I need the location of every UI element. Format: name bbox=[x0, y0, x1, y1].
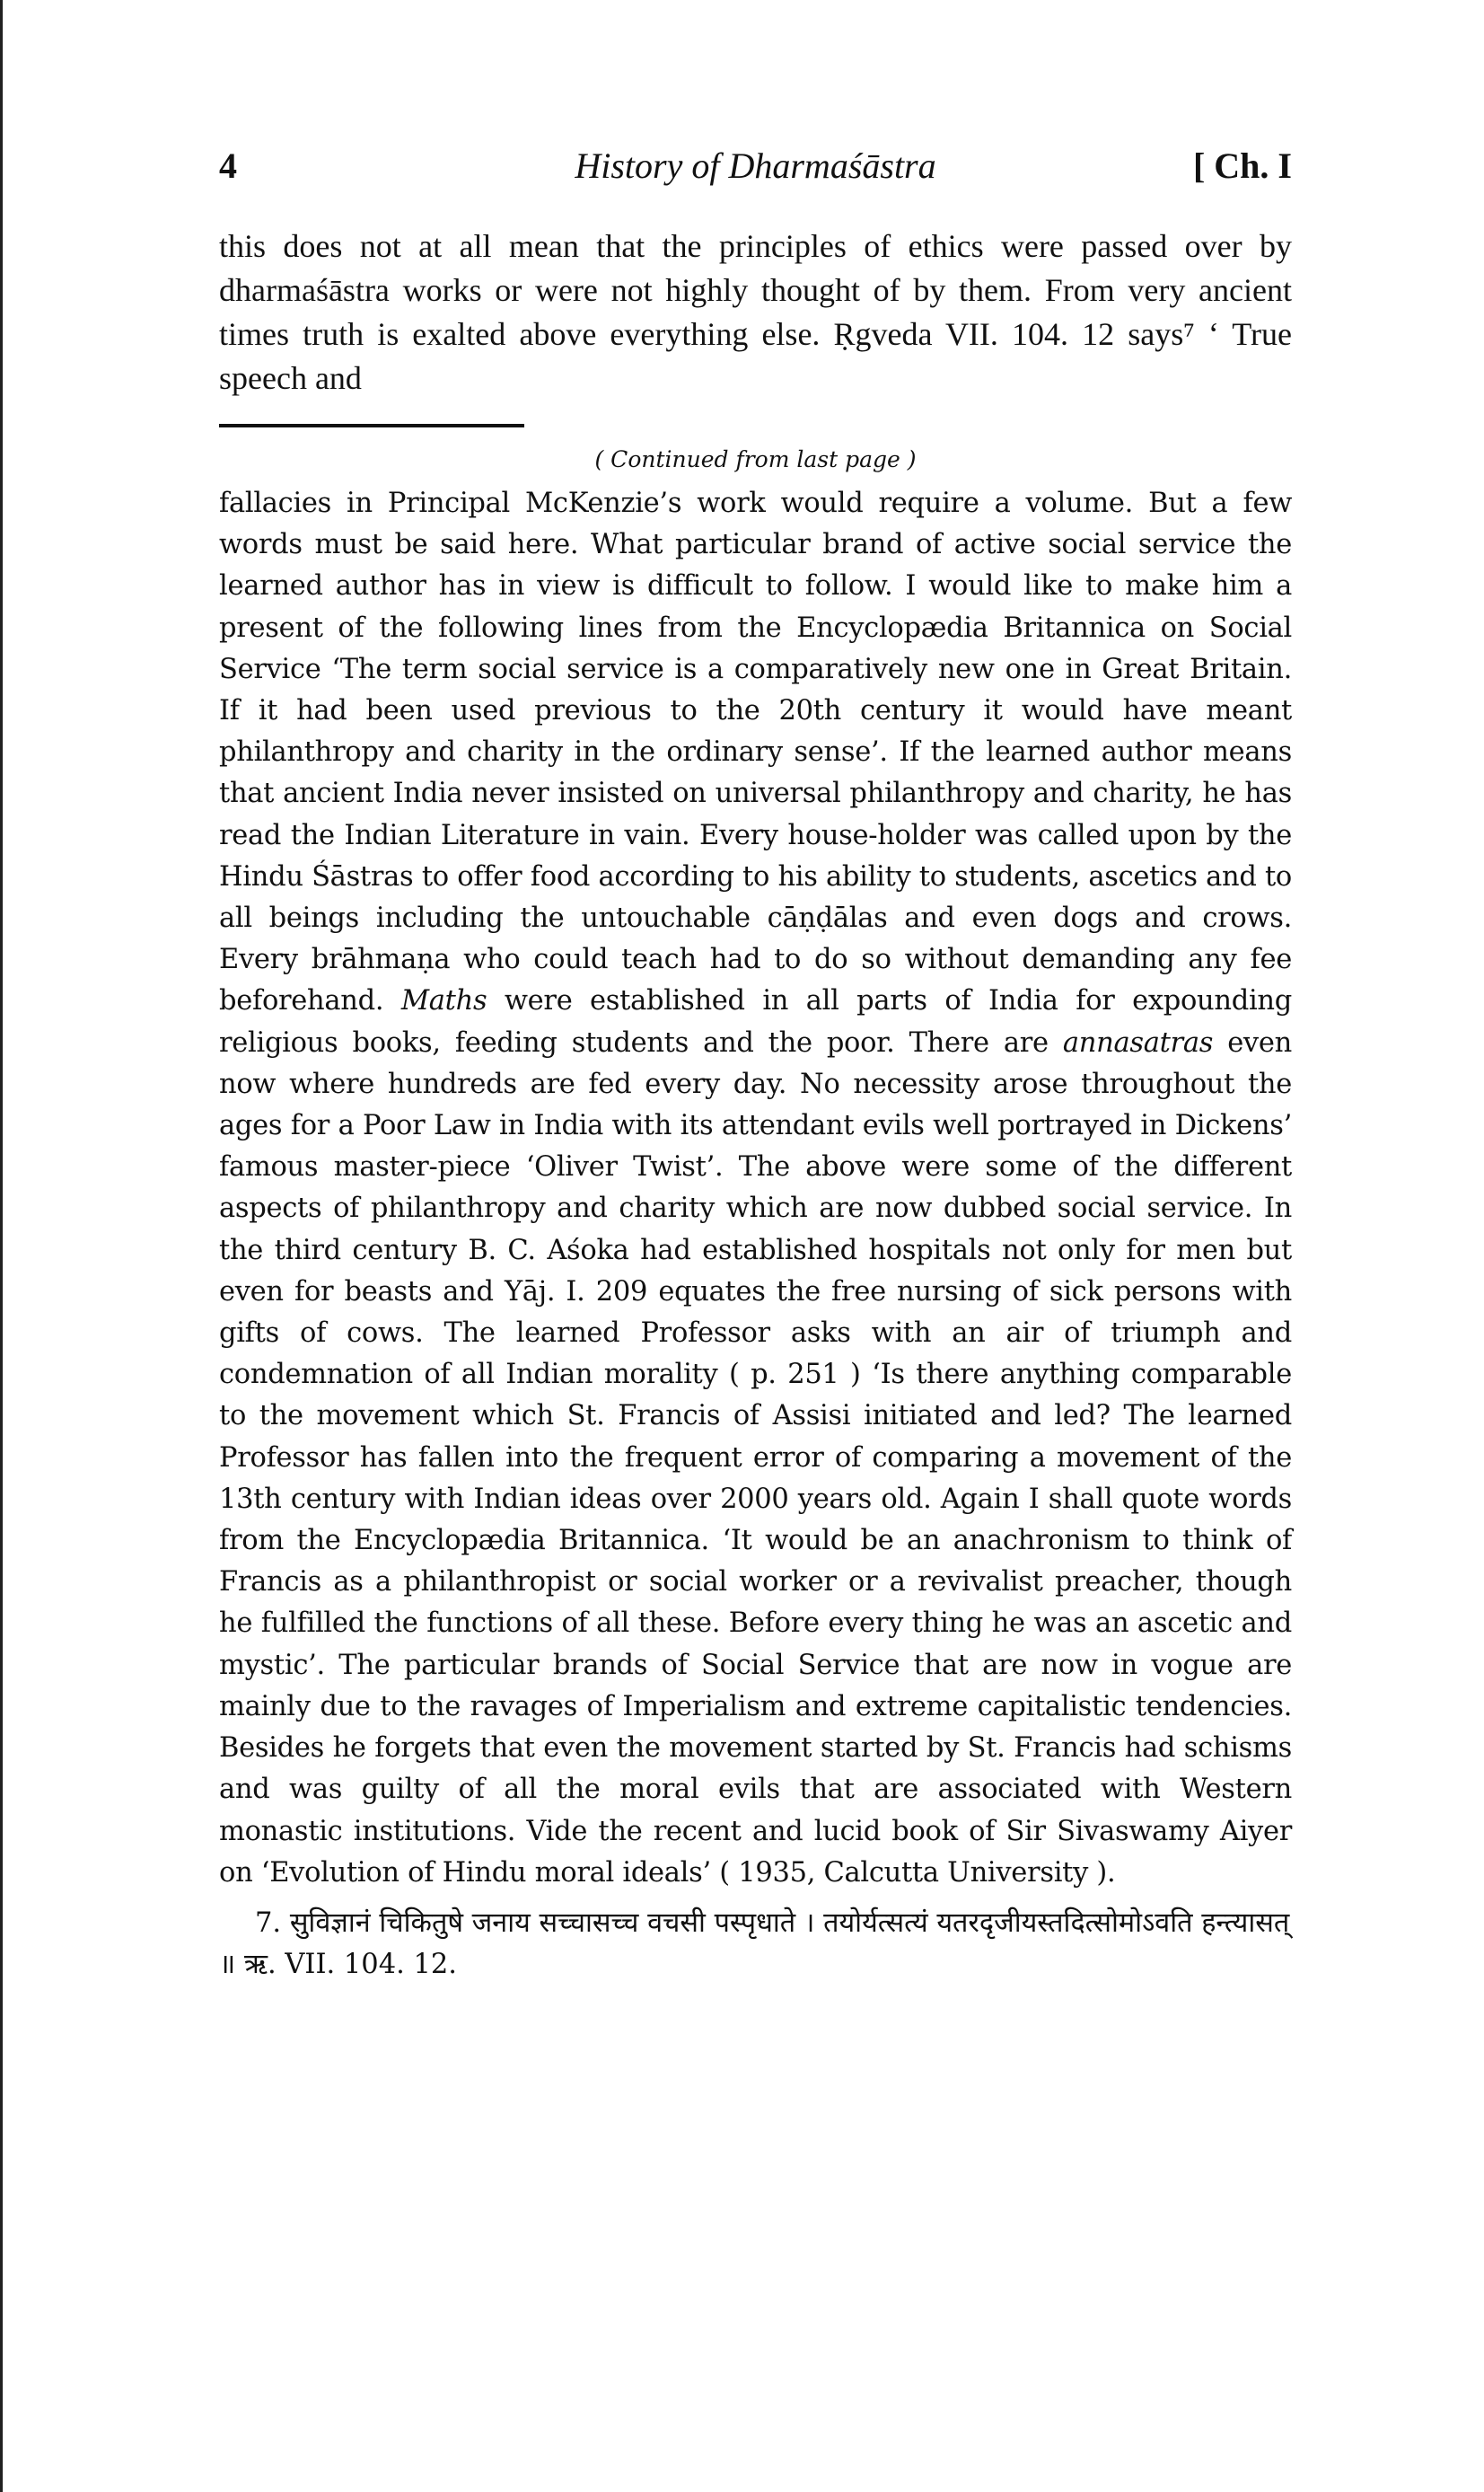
footnote-sanskrit-text: सुविज्ञानं चिकितुषे जनाय सच्चासच्च वचसी पस्पृधाते । तयोर्यत्सत्यं यतरदृजीयस्तदित्सोमोऽवति हन्त्यासत् ॥ ऋ. VII. 104. 12. bbox=[219, 1906, 1290, 1980]
footnote-continued-text bbox=[219, 483, 1292, 1894]
running-header bbox=[219, 144, 1292, 189]
page-edge-line bbox=[0, 0, 3, 2492]
note-term-maths: Maths bbox=[400, 985, 487, 1017]
note-paragraph-part-3: even now where hundreds are fed every day. No necessity arose throughout the ages for a Poor Law in India with its attendant evils well portrayed in Dickens’ famous master-piece ‘Oliver Twist’. The above were some of the different aspects of philanthropy and charity which are now dubbed social service. In the third century B. C. Aśoka had established hospitals not only for men but even for beasts and Yāj. I. 209 equates the free nursing of sick persons with gifts of cows. The learned Professor asks with an air of triumph and condemnation of all Indian morality ( p. 251 ) ‘Is there anything comparable to the movement which St. Francis of Assisi initiated and led? The learned Professor has fallen into the frequent error of comparing a movement of the 13th century with Indian ideas over 2000 years old. Again I shall quote words from the Encyclopædia Britannica. ‘It would be an anachronism to think of Francis as a philanthropist or social worker or a revivalist preacher, though he fulfilled the functions of all these. Before every thing he was an ascetic and mystic’. The particular brands of Social Service that are now in vogue are mainly due to the ravages of Imperialism and extreme capitalistic tendencies. Besides he forgets that even the movement started by St. Francis had schisms and was guilty of all the moral evils that are associated with Western monastic institutions. Vide the recent and lucid book of Sir Sivaswamy Aiyer on ‘Evolution of Hindu moral ideals’ ( 1935, Calcutta University ). bbox=[219, 1026, 1292, 1889]
note-paragraph-part-2: were established in all parts of India for expounding religious books, feeding students and the poor. There are bbox=[219, 985, 1292, 1059]
page-number: 4 bbox=[219, 145, 237, 186]
book-page bbox=[219, 144, 1292, 1986]
note-term-annasatras: annasatras bbox=[1062, 1026, 1214, 1059]
footnote-divider bbox=[219, 424, 524, 427]
continued-label: ( Continued from last page ) bbox=[594, 446, 917, 472]
running-title: History of Dharmaśāstra bbox=[575, 145, 936, 186]
main-text: this does not at all mean that the principles of ethics were passed over by dharmaśāstra works or were not highly thought of by them. From very ancient times truth is exalted above everything else. Ṛgveda VII. 104. 12 says⁷ ‘ True speech and bbox=[219, 228, 1292, 396]
footnote-7 bbox=[219, 1903, 1292, 1986]
chapter-label: [ Ch. I bbox=[1192, 145, 1292, 186]
footnote-number: 7. bbox=[255, 1906, 282, 1939]
note-paragraph-part-1: fallacies in Principal McKenzie’s work would require a volume. But a few words must be said here. What particular brand of active social service the learned author has in view is difficult to follow. I would like to make him a present of the following lines from the Encyclopædia Britannica on Social Service ‘The term social service is a comparatively new one in Great Britain. If it had been used previous to the 20th century it would have meant philanthropy and charity in the ordinary sense’. If the learned author means that ancient India never insisted on universal philanthropy and charity, he has read the Indian Literature in vain. Every house-holder was called upon by the Hindu Śāstras to offer food according to his ability to students, ascetics and to all beings including the untouchable cāṇḍālas and even dogs and crows. Every brāhmaṇa who could teach had to do so without demanding any fee beforehand. bbox=[219, 488, 1292, 1017]
